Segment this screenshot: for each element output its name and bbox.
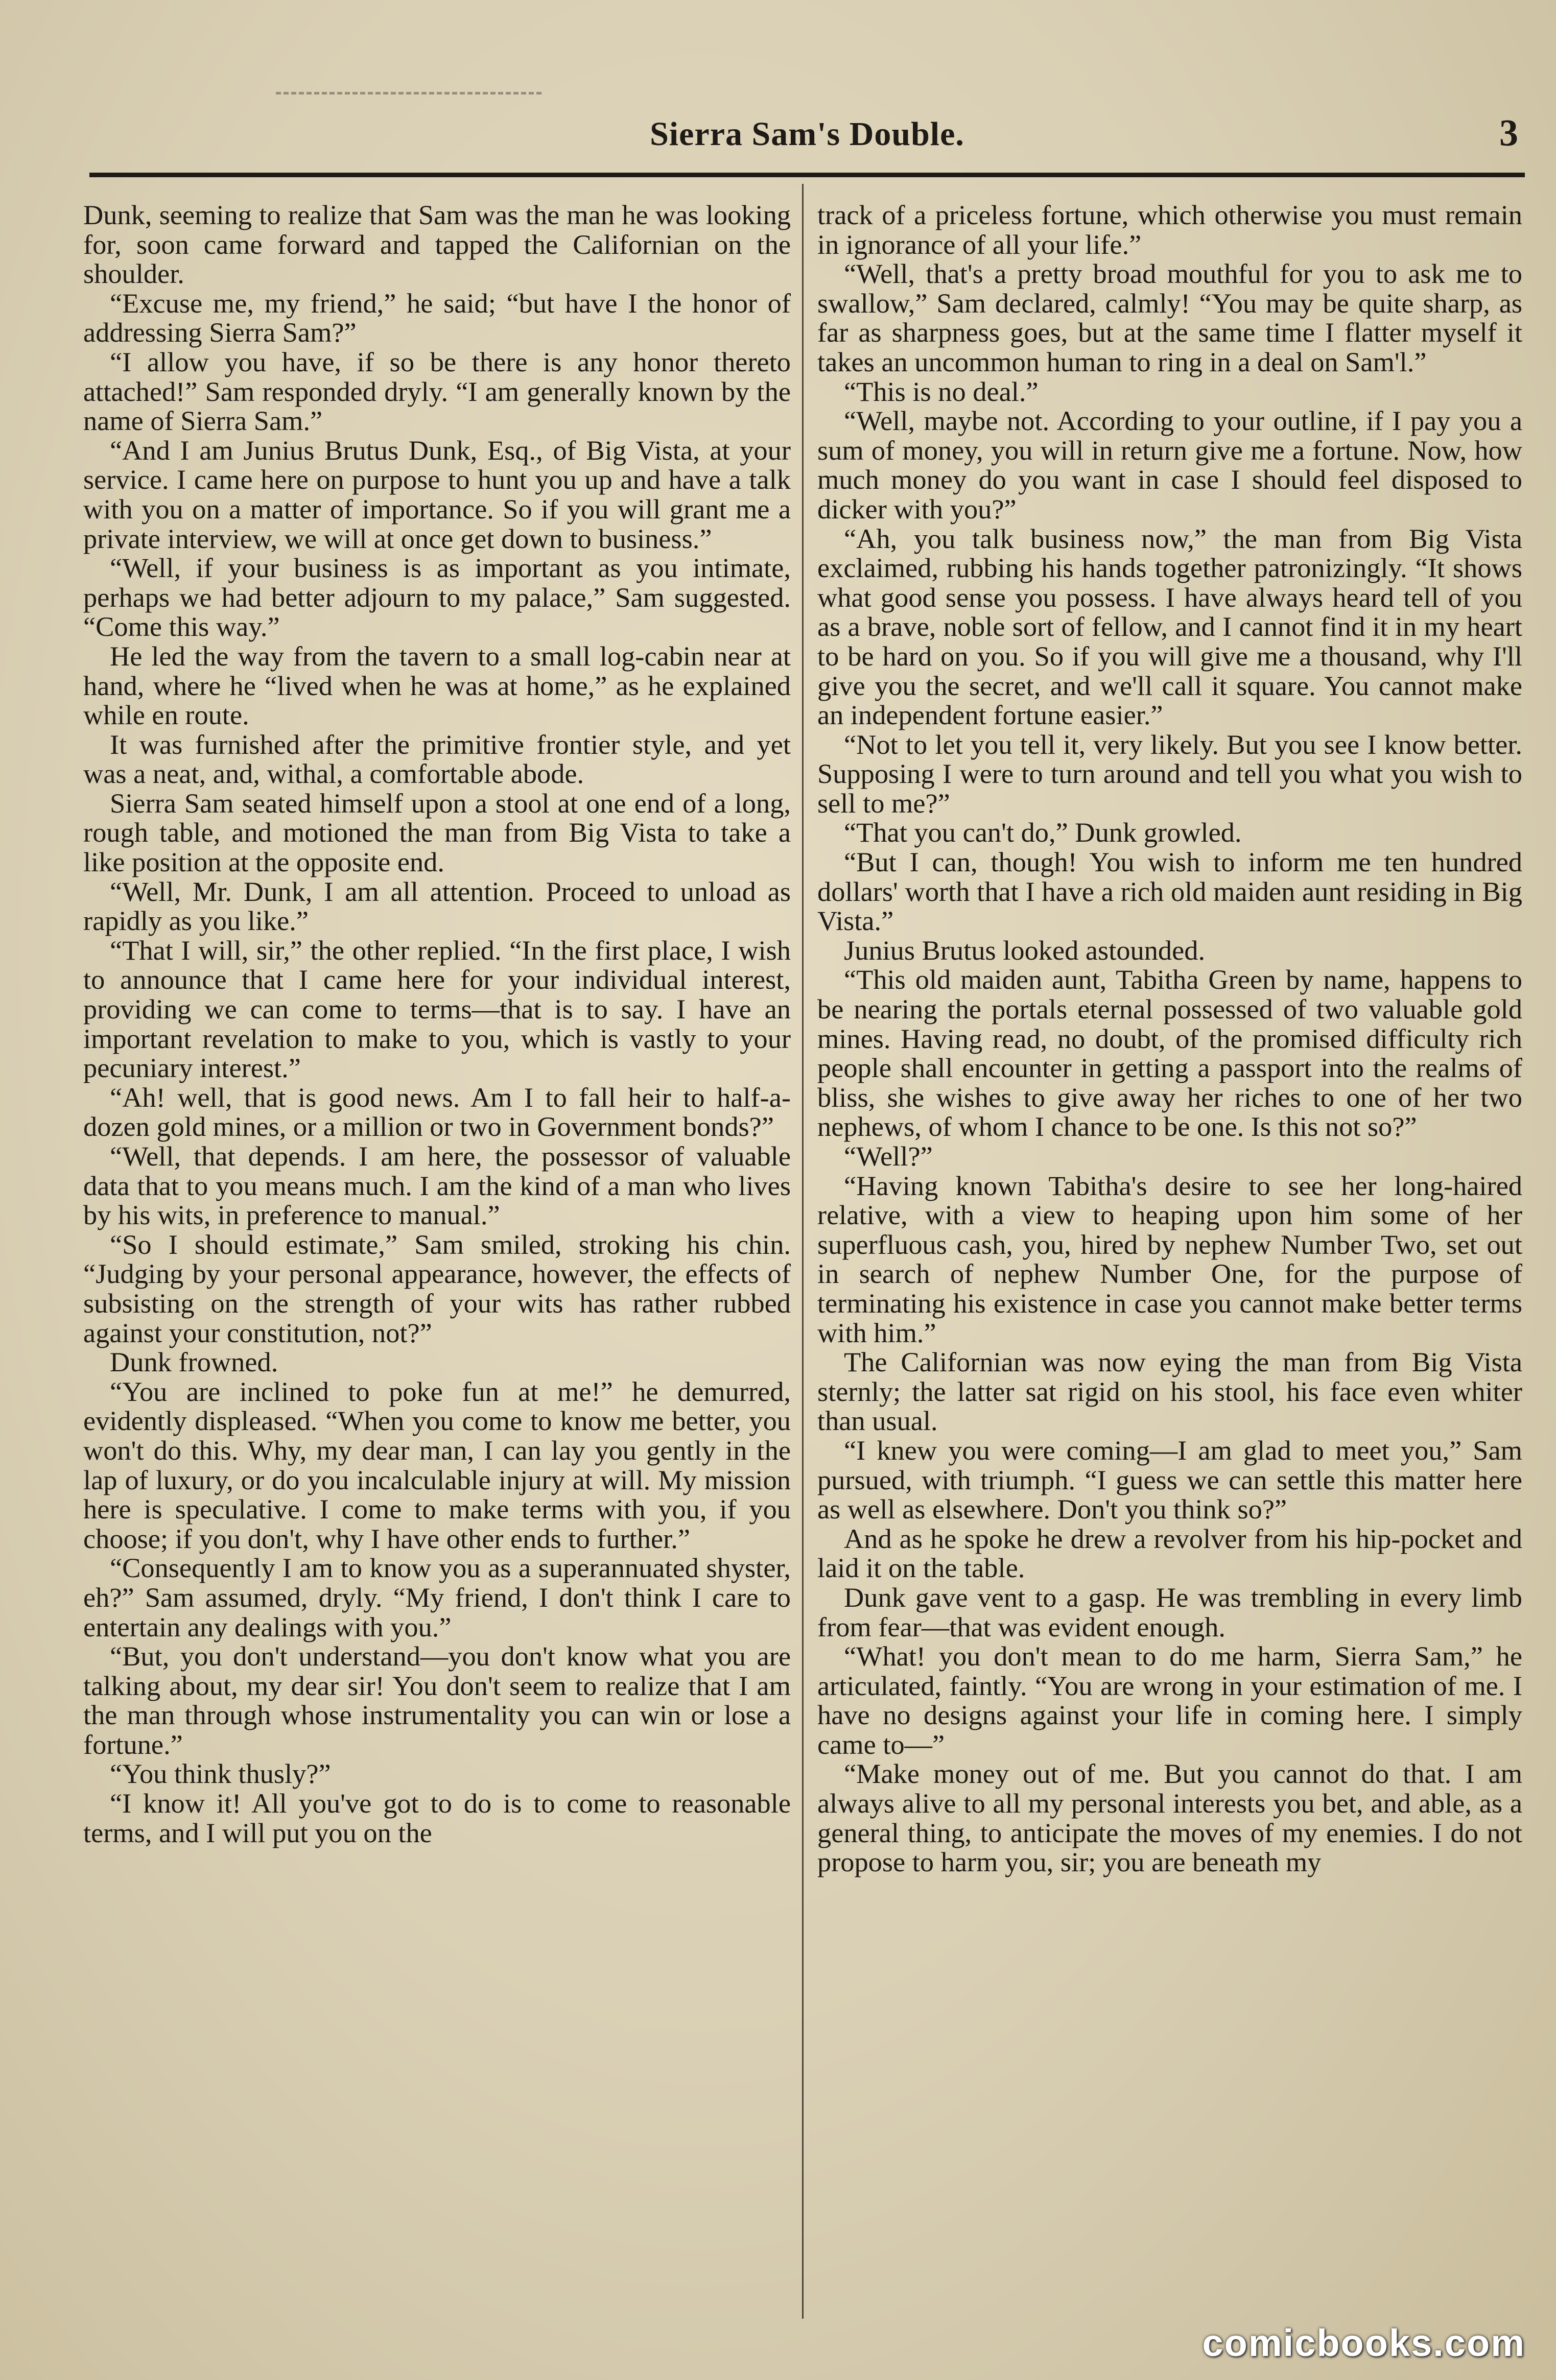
paragraph: Dunk gave vent to a gasp. He was trembling in every limb from fear—that was evident enough. xyxy=(817,1582,1522,1643)
column-divider xyxy=(802,184,804,2319)
paragraph: “This is no deal.” xyxy=(844,376,1039,407)
paragraph: “Well, that's a pretty broad mouthful for you to ask me to swallow,” Sam declared, calmly! “You may be quite sharp, as far as sharpness goes, but at the same time I flatter myself it takes an uncommon human to ring in a deal on Sam'l.” xyxy=(817,258,1522,377)
paragraph: Sierra Sam seated himself upon a stool at one end of a long, rough table, and motioned the man from Big Vista to take a like position at the opposite end. xyxy=(83,788,791,878)
paragraph: track of a priceless fortune, which otherwise you must remain in ignorance of all your life.” xyxy=(817,201,1522,260)
paragraph: “Well, if your business is as important as you intimate, perhaps we had better adjourn to my palace,” Sam suggested. “Come this way.” xyxy=(83,553,791,642)
paragraph: “But, you don't understand—you don't know what you are talking about, my dear sir! You don't seem to realize that I am the man through whose instrumentality you can win or lose a fortune.” xyxy=(83,1641,791,1760)
paragraph: “I know it! All you've got to do is to come to reasonable terms, and I will put you on the xyxy=(83,1788,791,1848)
paragraph: “What! you don't mean to do me harm, Sierra Sam,” he articulated, faintly. “You are wrong in your estimation of me. I have no designs against your life in coming here. I simply came to—” xyxy=(817,1641,1522,1760)
paragraph: “Excuse me, my friend,” he said; “but have I the honor of addressing Sierra Sam?” xyxy=(83,288,791,348)
paragraph: “You think thusly?” xyxy=(110,1758,331,1790)
right-column xyxy=(817,201,1522,2320)
paragraph: It was furnished after the primitive frontier style, and yet was a neat, and, withal, a comfortable abode. xyxy=(83,729,791,790)
paragraph: “But I can, though! You wish to inform me ten hundred dollars' worth that I have a rich old maiden aunt residing in Big Vista.” xyxy=(817,847,1522,937)
header-rule xyxy=(89,173,1525,177)
paragraph: Dunk frowned. xyxy=(110,1347,278,1378)
paragraph: “Ah! well, that is good news. Am I to fall heir to half-a-dozen gold mines, or a million or two in Government bonds?” xyxy=(83,1082,791,1143)
paragraph: “So I should estimate,” Sam smiled, stroking his chin. “Judging by your personal appearance, however, the effects of subsisting on the strength of your wits has rather rubbed against your constitution, not?” xyxy=(83,1229,791,1348)
paragraph: “This old maiden aunt, Tabitha Green by name, happens to be nearing the portals eternal possessed of two valuable gold mines. Having read, no doubt, of the promised difficulty rich people shall encounter in getting a passport into the realms of bliss, she wishes to give away her riches to one of her two nephews, of whom I chance to be one. Is this not so?” xyxy=(817,964,1522,1143)
page-number: 3 xyxy=(1499,112,1518,154)
paragraph: “I allow you have, if so be there is any honor thereto attached!” Sam responded dryly. “I am generally known by the name of Sierra Sam.” xyxy=(83,346,791,437)
paragraph: “That you can't do,” Dunk growled. xyxy=(844,817,1242,848)
paragraph: Dunk, seeming to realize that Sam was the man he was looking for, soon came forward and tapped the Californian on the shoulder. xyxy=(83,201,791,290)
paragraph: “I knew you were coming—I am glad to meet you,” Sam pursued, with triumph. “I guess we can settle this matter here as well as elsewhere. Don't you think so?” xyxy=(817,1435,1522,1525)
paragraph: “Consequently I am to know you as a superannuated shyster, eh?” Sam assumed, dryly. “My friend, I don't think I care to entertain any dealings with you.” xyxy=(83,1553,791,1643)
paragraph: “Well, Mr. Dunk, I am all attention. Proceed to unload as rapidly as you like.” xyxy=(83,876,791,937)
paragraph: “Having known Tabitha's desire to see her long-haired relative, with a view to heaping upon him some of her superfluous cash, you, hired by nephew Number Two, set out in search of nephew Number One, for the purpose of terminating his existence in case you cannot make better terms with him.” xyxy=(817,1170,1522,1348)
paragraph: “That I will, sir,” the other replied. “In the first place, I wish to announce that I came here for your individual interest, providing we can come to terms—that is to say. I have an important revelation to make to you, which is vastly to your pecuniary interest.” xyxy=(83,935,791,1084)
paragraph: And as he spoke he drew a revolver from his hip-pocket and laid it on the table. xyxy=(817,1523,1522,1584)
paragraph: “Make money out of me. But you cannot do that. I am always alive to all my personal interests you bet, and able, as a general thing, to anticipate the moves of my enemies. I do not propose to harm you, sir; you are beneath my xyxy=(817,1758,1522,1878)
left-column xyxy=(83,201,791,2320)
paragraph: “Well?” xyxy=(844,1141,933,1172)
paragraph: The Californian was now eying the man from Big Vista sternly; the latter sat rigid on his stool, his face even whiter than usual. xyxy=(817,1347,1522,1437)
paragraph: “You are inclined to poke fun at me!” he demurred, evidently displeased. “When you come to know me better, you won't do this. Why, my dear man, I can lay you gently in the lap of luxury, or do you incalculable injury at will. My mission here is speculative. I come to make terms with you, if you choose; if you don't, why I have other ends to further.” xyxy=(83,1376,791,1554)
paragraph: “Well, that depends. I am here, the possessor of valuable data that to you means much. I am the kind of a man who lives by his wits, in preference to manual.” xyxy=(83,1141,791,1231)
paragraph: Junius Brutus looked astounded. xyxy=(844,935,1206,966)
paragraph: “And I am Junius Brutus Dunk, Esq., of Big Vista, at your service. I came here on purpose to hunt you up and have a talk with you on a matter of importance. So if you will grant me a private interview, we will at once get down to business.” xyxy=(83,435,791,554)
page-header xyxy=(87,110,1527,161)
running-title: Sierra Sam's Double. xyxy=(650,115,964,153)
paragraph: “Not to let you tell it, very likely. But you see I know better. Supposing I were to turn around and tell you what you wish to sell to me?” xyxy=(817,729,1522,819)
top-dashes xyxy=(276,92,541,98)
watermark: comicbooks.com xyxy=(1202,2322,1525,2364)
paragraph: “Well, maybe not. According to your outline, if I pay you a sum of money, you will in return give me a fortune. Now, how much money do you want in case I should feel disposed to dicker with you?” xyxy=(817,406,1522,525)
paragraph: He led the way from the tavern to a small log-cabin near at hand, where he “lived when he was at home,” as he explained while en route. xyxy=(83,640,791,731)
paragraph: “Ah, you talk business now,” the man from Big Vista exclaimed, rubbing his hands together patronizingly. “It shows what good sense you possess. I have always heard tell of you as a brave, noble sort of fellow, and I cannot find it in my heart to be hard on you. So if you will give me a thousand, why I'll give you the secret, and we'll call it square. You cannot make an independent fortune easier.” xyxy=(817,523,1522,731)
